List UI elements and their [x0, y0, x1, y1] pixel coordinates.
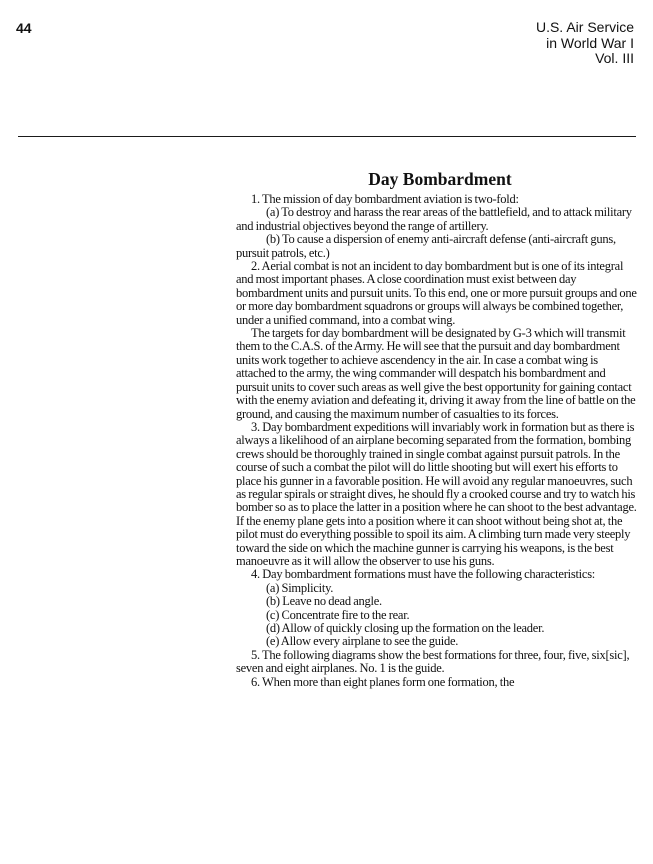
page-number: 44 [16, 20, 32, 36]
article [236, 168, 638, 689]
list-item-e: (e) Allow every airplane to see the guide. [266, 634, 459, 649]
paragraph-2: 2. Aerial combat is not an incident to day bombardment but is one of its integral and most important phases. A close coordination must exist between day bombardment units and pursuit units. To this end, one or more pursuit groups and one or more day bombardment squadrons or groups will always be combined together, under a unified command, into a combat wing. [236, 259, 637, 327]
paragraph-5: 5. The following diagrams show the best formations for three, four, five, six[sic], seven and eight airplanes. No. 1 is the guide. [236, 647, 630, 676]
article-body [236, 193, 638, 689]
paragraph-3: 3. Day bombardment expeditions will invariably work in formation but as there is always a likelihood of an airplane becoming separated from the formation, bombing crews should be thoroughly trained in single combat against pursuit patrols. In the course of such a combat the pilot will do little shooting but will exert his efforts to place his gunner in a favorable position. He will avoid any regular manoeuvres, such as regular spirals or straight dives, he should fly a crooked course and try to watch his bomber so as to place the latter in a position where he can shoot to the best advantage. If the enemy plane gets into a position where it can shoot without being shot at, the pilot must do everything possible to spoil its aim. A climbing turn made very steeply toward the side on which the machine gunner is carrying his weapons, is the best manoeuvre as it will allow the observer to use his guns. [236, 419, 637, 568]
paragraph-6: 6. When more than eight planes form one formation, the [251, 674, 515, 689]
running-head-line-1: U.S. Air Service [535, 19, 634, 35]
list-item-d: (d) Allow of quickly closing up the formation on the leader. [266, 621, 545, 635]
list-item-c: (c) Concentrate fire to the rear. [266, 607, 410, 622]
paragraph-1b: (b) To cause a dispersion of enemy anti-aircraft defense (anti-aircraft guns, pursuit patrols, etc.) [236, 232, 616, 260]
paragraph-1a: (a) To destroy and harass the rear areas of the battlefield, and to attack military and industrial objectives beyond the range of artillery. [236, 205, 632, 233]
paragraph-1: 1. The mission of day bombardment aviation is two-fold: [251, 192, 519, 206]
paragraph-2-continued: The targets for day bombardment will be designated by G-3 which will transmit them to the C.A.S. of the Army. He will see that the pursuit and day bombardment units work together to achieve ascendency in the air. In case a combat wing is attached to the army, the wing commander will despatch his bombardment and pursuit units to cover such areas as well give the best opportunity for gaining contact with the enemy aviation and defeating it, driving it away from the line of battle on the ground, and causing the maximum number of casualties to its forces. [236, 326, 636, 421]
header-divider [18, 136, 636, 137]
list-item-a: (a) Simplicity. [266, 580, 334, 595]
article-title: Day Bombardment [368, 169, 512, 189]
running-head-line-2: in World War I [546, 34, 634, 51]
running-head-line-3: Vol. III [595, 50, 634, 66]
running-head [536, 20, 634, 67]
list-item-b: (b) Leave no dead angle. [266, 594, 382, 609]
paragraph-4: 4. Day bombardment formations must have the following characteristics: [251, 567, 596, 582]
